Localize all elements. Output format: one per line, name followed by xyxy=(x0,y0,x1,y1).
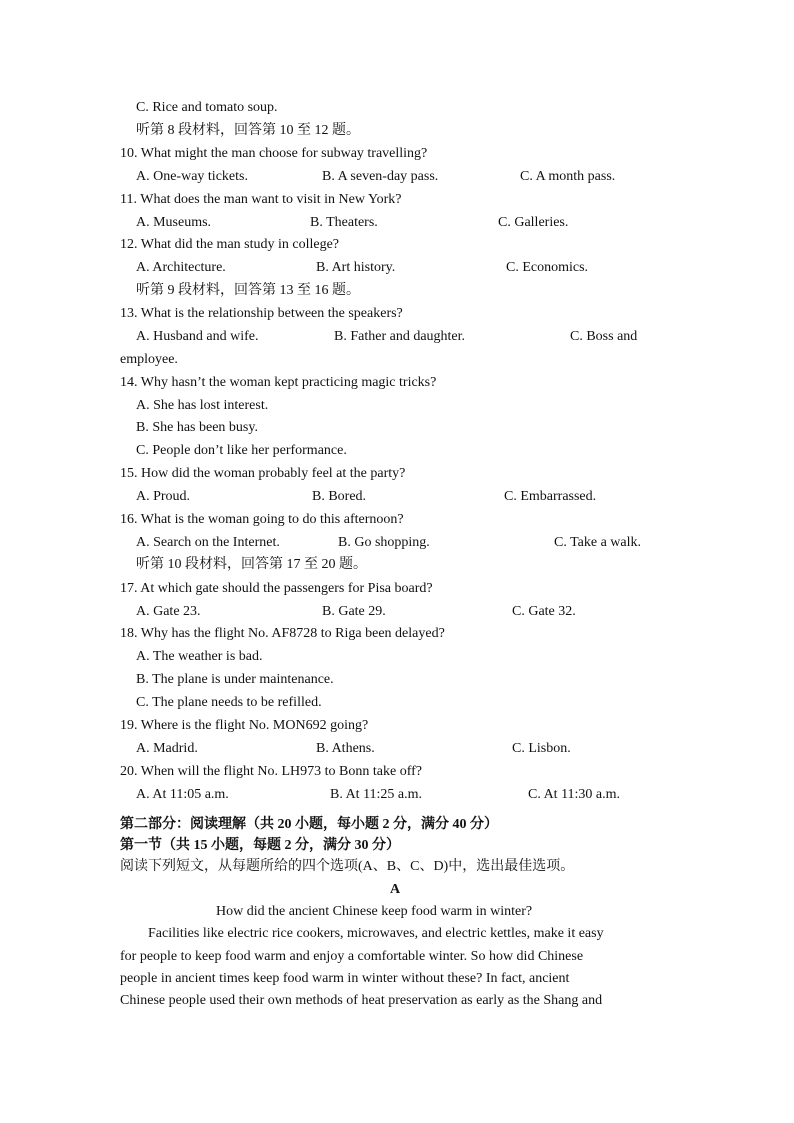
q17-option-c: C. Gate 32. xyxy=(512,604,576,619)
q11-option-c: C. Galleries. xyxy=(498,215,569,230)
q16-option-a: A. Search on the Internet. xyxy=(136,535,280,550)
q11-option-a: A. Museums. xyxy=(136,215,212,230)
q10-option-c: C. A month pass. xyxy=(520,169,616,184)
q13-option-a: A. Husband and wife. xyxy=(136,329,259,344)
q10-option-b: B. A seven-day pass. xyxy=(322,169,439,184)
passage-line: people in ancient times keep food warm in winter without these? In fact, ancient xyxy=(120,971,570,986)
q20-option-c: C. At 11:30 a.m. xyxy=(528,787,621,802)
question-14: 14. Why hasn’t the woman kept practicing magic tricks? xyxy=(120,375,437,390)
q15-option-b: B. Bored. xyxy=(312,489,367,504)
section8-intro: 听第 8 段材料，回答第 10 至 12 题。 xyxy=(136,123,360,138)
question-13: 13. What is the relationship between the speakers? xyxy=(120,306,403,321)
q15-option-a: A. Proud. xyxy=(136,489,191,504)
q12-option-a: A. Architecture. xyxy=(136,260,226,275)
q13-option-c-continued: employee. xyxy=(120,352,178,367)
q17-option-b: B. Gate 29. xyxy=(322,604,386,619)
question-18: 18. Why has the flight No. AF8728 to Riga been delayed? xyxy=(120,626,445,641)
section10-intro: 听第 10 段材料，回答第 17 至 20 题。 xyxy=(136,557,367,572)
passage-line: Facilities like electric rice cookers, microwaves, and electric kettles, make it easy xyxy=(148,926,604,941)
q12-option-c: C. Economics. xyxy=(506,260,589,275)
question-10: 10. What might the man choose for subway travelling? xyxy=(120,146,428,161)
q13-option-c: C. Boss and xyxy=(570,329,638,344)
question-19: 19. Where is the flight No. MON692 going? xyxy=(120,718,369,733)
question-16: 16. What is the woman going to do this afternoon? xyxy=(120,512,404,527)
q9-option-c: C. Rice and tomato soup. xyxy=(136,100,278,115)
q15-option-c: C. Embarrassed. xyxy=(504,489,597,504)
passage-letter: A xyxy=(390,882,401,897)
q11-option-b: B. Theaters. xyxy=(310,215,378,230)
q16-option-c: C. Take a walk. xyxy=(554,535,642,550)
question-15: 15. How did the woman probably feel at the party? xyxy=(120,466,406,481)
q20-option-b: B. At 11:25 a.m. xyxy=(330,787,423,802)
passage-line: Chinese people used their own methods of heat preservation as early as the Shang and xyxy=(120,993,603,1008)
q10-option-a: A. One-way tickets. xyxy=(136,169,248,184)
reading-instruction: 阅读下列短文，从每题所给的四个选项(A、B、C、D)中，选出最佳选项。 xyxy=(120,859,575,874)
passage-line: for people to keep food warm and enjoy a comfortable winter. So how did Chinese xyxy=(120,949,584,964)
q17-option-a: A. Gate 23. xyxy=(136,604,201,619)
question-12: 12. What did the man study in college? xyxy=(120,237,340,252)
q18-option-a: A. The weather is bad. xyxy=(136,649,263,664)
part2-heading: 第二部分：阅读理解（共 20 小题，每小题 2 分，满分 40 分） xyxy=(120,817,498,832)
q13-option-b: B. Father and daughter. xyxy=(334,329,466,344)
q19-option-a: A. Madrid. xyxy=(136,741,198,756)
q14-option-a: A. She has lost interest. xyxy=(136,398,269,413)
question-11: 11. What does the man want to visit in New York? xyxy=(120,192,402,207)
section9-intro: 听第 9 段材料，回答第 13 至 16 题。 xyxy=(136,283,360,298)
q19-option-b: B. Athens. xyxy=(316,741,375,756)
question-17: 17. At which gate should the passengers for Pisa board? xyxy=(120,581,433,596)
q16-option-b: B. Go shopping. xyxy=(338,535,430,550)
q20-option-a: A. At 11:05 a.m. xyxy=(136,787,229,802)
q14-option-c: C. People don’t like her performance. xyxy=(136,443,347,458)
q18-option-c: C. The plane needs to be refilled. xyxy=(136,695,322,710)
question-20: 20. When will the flight No. LH973 to Bonn take off? xyxy=(120,764,422,779)
passage-title: How did the ancient Chinese keep food warm in winter? xyxy=(216,904,533,919)
q14-option-b: B. She has been busy. xyxy=(136,420,258,435)
q12-option-b: B. Art history. xyxy=(316,260,396,275)
q19-option-c: C. Lisbon. xyxy=(512,741,571,756)
q18-option-b: B. The plane is under maintenance. xyxy=(136,672,334,687)
section1-heading: 第一节（共 15 小题，每题 2 分，满分 30 分） xyxy=(120,838,400,853)
